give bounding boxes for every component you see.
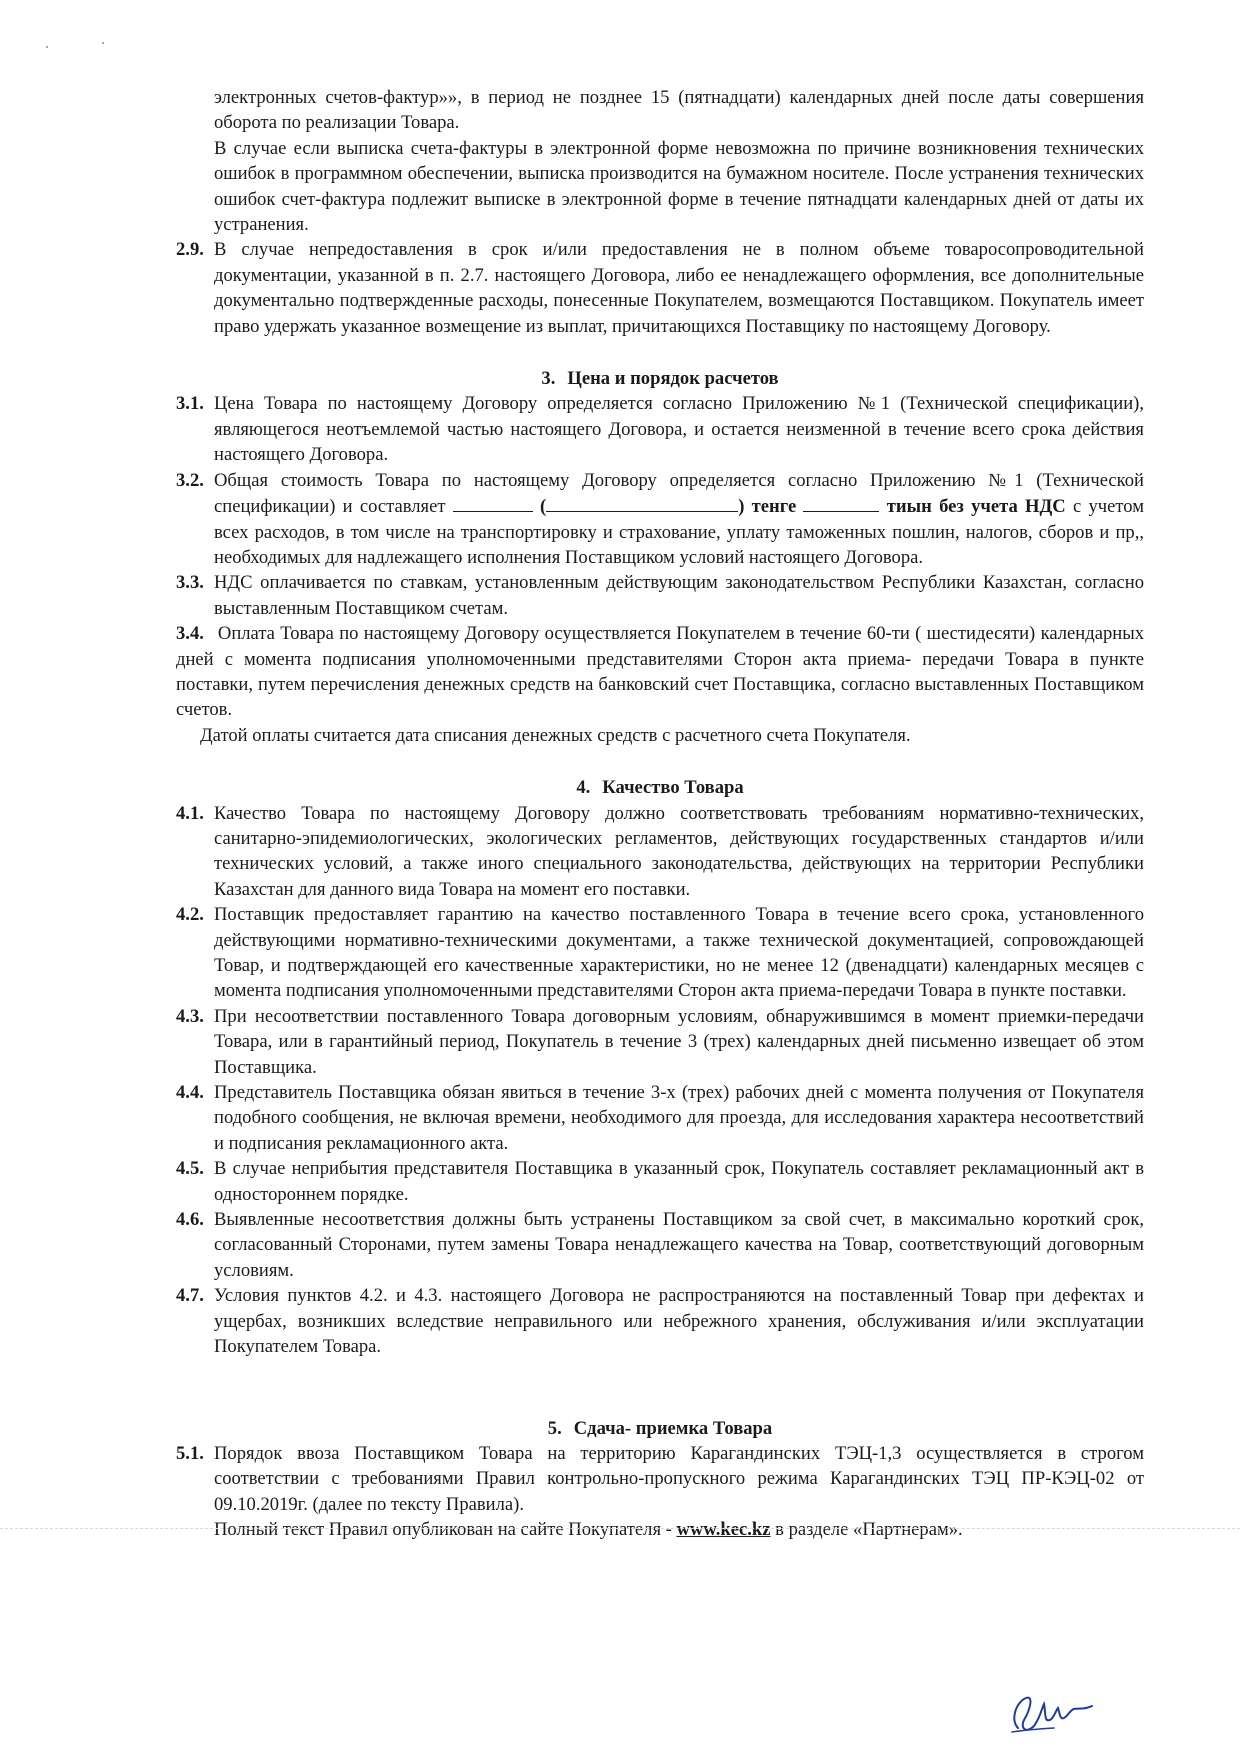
clause-3-1: 3.1. Цена Товара по настоящему Договору определяется согласно Приложению №1 (Технической спецификации), являющегося неотъемлемой частью настоящего Договора, и остается неизменной в течение всего срока действия настоящего Договора. [176, 393, 1144, 466]
clause-4-1 [176, 801, 1144, 903]
signature-icon [1004, 1690, 1100, 1738]
clause-text: В случае неприбытия представителя Поставщика в указанный срок, Покупатель составляет рекламационный акт в одностороннем порядке. [214, 1158, 1144, 1205]
website-link[interactable]: www.kec.kz [676, 1519, 771, 1541]
clause-5-1: 5.1. Порядок ввоза Поставщиком Товара на территорию Карагандинских ТЭЦ-1,3 осуществляется в строгом соответствии с требованиями Правил контрольно-пропускного режима Карагандинских ТЭЦ ПР-КЭЦ-02 от 09.10.2019г. (далее по тексту Правила). [176, 1442, 1144, 1515]
section-4-heading: 4. Качество Товара [576, 777, 744, 799]
clause-text: Выявленные несоответствия должны быть устранены Поставщиком за свой счет, в максимально короткий срок, согласованный Сторонами, путем замены Товара ненадлежащего качества на Товар, соответствующий договорным условиям. [214, 1209, 1144, 1281]
clause-4-5 [176, 1156, 1144, 1207]
clause-text: Качество Товара по настоящему Договору должно соответствовать требованиям нормативно-технических, санитарно-эпидемиологических, экологических регламентов, действующих государственных стандартов и/или технических условий, а также иного специального законодательства, действующих на территории Республики Казахстан для данного вида Товара на момент его поставки. [214, 802, 1144, 900]
clause-text: Поставщик предоставляет гарантию на качество поставленного Товара в течение всего срока, установленного действующими нормативно-техническими документами, а также технической документацией, сопровождающей Товар, и подтверждающей его качественные характеристики, но не менее 12 (двенадцати) календарных месяцев с момента подписания уполномоченными представителями Сторон акта приема-передачи Товара в пункте поставки. [214, 904, 1144, 1002]
clause-number: 4.7. [176, 1285, 204, 1307]
clause-4-6 [176, 1207, 1144, 1283]
amount-blank[interactable] [453, 493, 533, 512]
clause-3-3: 3.3. НДС оплачивается по ставкам, установленным действующим законодательством Республики Казахстан, согласно выставленным Поставщиком счетам. [176, 572, 1144, 619]
intro-paragraph-2: В случае если выписка счета-фактуры в электронной форме невозможна по причине возникновения технических ошибок в программном обеспечении, выписка производится на бумажном носителе. После устранения технических ошибок счет-фактура подлежит выписке в электронной форме в течение пятнадцати календарных дней от даты их устранения. [214, 137, 1144, 236]
clause-number: 4.6. [176, 1209, 204, 1231]
clause-text: Представитель Поставщика обязан явиться в течение 3-х (трех) рабочих дней с момента получения от Покупателя подобного сообщения, не включая времени, необходимого для проезда, для исследования характера несоответствий и подписания рекламационного акта. [214, 1082, 1144, 1154]
clause-text: В случае непредоставления в срок и/или предоставления не в полном объеме товаросопроводительной документации, указанной в п. 2.7. настоящего Договора, либо ее ненадлежащего оформления, все дополнительные документально подтвержденные расходы, понесенные Покупателем, возмещаются Поставщиком. Покупатель имеет право удержать указанное возмещение из выплат, причитающихся Поставщику по настоящему Договору. [214, 239, 1144, 337]
clause-3-4: 3.4. Оплата Товара по настоящему Договору осуществляется Покупателем в течение 60-ти ( шестидесяти) календарных дней с момента подписания уполномоченными представителями Сторон акта приема- передачи Товара в пункте поставки, путем перечисления денежных средств на банковский счет Поставщика, согласно выставленных Поставщиком счетов. [176, 623, 1144, 721]
clause-number: 2.9. [176, 239, 204, 261]
clause-3-2: 3.2. Общая стоимость Товара по настоящему Договору определяется согласно Приложению №1 (Технической спецификации) и составляет ( ) тенге тиын без учета НДС с учетом всех расходов, в том числе на транспортировку и страхование, уплату таможенных пошлин, налогов, сборов и пр,, необходимых для надлежащего исполнения Поставщиком условий настоящего Договора. [176, 469, 1144, 568]
section-3-heading: 3. Цена и порядок расчетов [541, 368, 779, 390]
clause-4-4 [176, 1080, 1144, 1156]
amount-words-blank[interactable] [546, 493, 738, 512]
tiyn-blank[interactable] [803, 493, 879, 512]
intro-paragraph-1: электронных счетов-фактур»», в период не позднее 15 (пятнадцати) календарных дней после даты совершения оборота по реализации Товара. [214, 87, 1144, 134]
clause-number: 4.2. [176, 904, 204, 926]
payment-date-paragraph: Датой оплаты считается дата списания денежных средств с расчетного счета Покупателя. [200, 724, 911, 746]
contract-text [176, 85, 1144, 1543]
clause-number: 4.1. [176, 802, 204, 824]
page-fold-line [0, 1528, 1240, 1529]
clause-4-3 [176, 1004, 1144, 1080]
scan-specks [46, 42, 126, 52]
clause-number: 4.4. [176, 1082, 204, 1104]
clause-4-7 [176, 1283, 1144, 1359]
clause-2-9 [176, 237, 1144, 339]
clause-4-2 [176, 902, 1144, 1004]
section-5-heading: 5. Сдача- приемка Товара [547, 1417, 773, 1439]
clause-text: Условия пунктов 4.2. и 4.3. настоящего Договора не распространяются на поставленный Товар при дефектах и ущербах, возникших вследствие неправильного или небрежного хранения, обслуживания и/или эксплуатации Покупателем Товара. [214, 1285, 1144, 1358]
clause-number: 4.3. [176, 1005, 204, 1027]
clause-text: При несоответствии поставленного Товара договорным условиям, обнаружившимся в момент приемки-передачи Товара, или в гарантийный период, Покупатель в течение 3 (трех) календарных дней письменно извещает об этом Поставщика. [214, 1005, 1144, 1078]
section-4-clauses [176, 801, 1144, 1360]
rules-paragraph: Полный текст Правил опубликован на сайте Покупателя - www.kec.kz в разделе «Партнерам». [214, 1519, 963, 1541]
clause-number: 4.5. [176, 1158, 204, 1180]
